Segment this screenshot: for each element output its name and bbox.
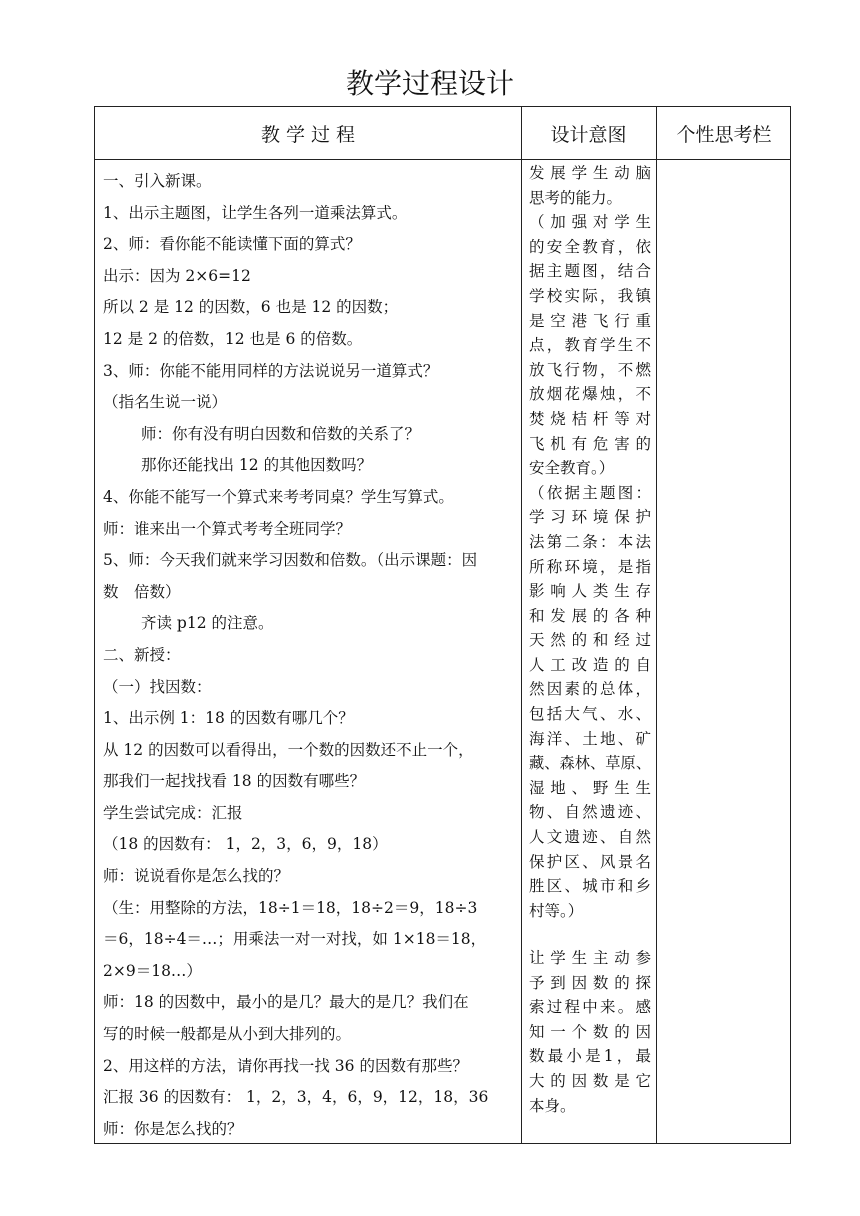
intent-line: 村等。） xyxy=(529,901,584,920)
process-line: 二、新授： xyxy=(103,645,181,664)
intent-line: 本身。 xyxy=(529,1096,576,1115)
header-intent: 设计意图 xyxy=(550,123,627,146)
header-divider xyxy=(95,159,790,160)
process-line: （18 的因数有： 1，2，3，6，9，18） xyxy=(103,835,388,854)
lesson-table xyxy=(94,106,791,1144)
intent-line: 大的因数是它 xyxy=(529,1071,651,1090)
intent-line: （加强对学生 xyxy=(529,213,651,232)
intent-line: 胜区、城市和乡 xyxy=(529,877,651,896)
intent-line: 发展学生动脑 xyxy=(529,164,651,182)
intent-line: 知一个数的因 xyxy=(529,1022,651,1041)
process-line: ＝6，18÷4＝…；用乘法一对一对找，如 1×18＝18， xyxy=(103,930,487,949)
column-divider xyxy=(521,107,522,1143)
intent-line: （依据主题图： xyxy=(529,483,651,502)
process-line: 2、师：看你能不能读懂下面的算式？ xyxy=(103,235,361,254)
process-line: 数 倍数） xyxy=(103,582,181,601)
intent-block-1 xyxy=(529,161,651,923)
intent-line: 藏、森林、草原、 xyxy=(529,754,651,773)
process-line: 所以 2 是 12 的因数，6 也是 12 的因数； xyxy=(103,298,399,317)
process-line: 2×9＝18…） xyxy=(103,961,202,980)
intent-line: 人文遗迹、自然 xyxy=(529,828,651,847)
process-line: 5、师：今天我们就来学习因数和倍数。（出示课题：因 xyxy=(103,551,478,570)
header-notes: 个性思考栏 xyxy=(676,123,772,146)
intent-line: 放烟花爆烛，不 xyxy=(529,385,651,404)
process-line: 1、出示主题图，让学生各列一道乘法算式。 xyxy=(103,203,408,222)
process-line: 从 12 的因数可以看得出，一个数的因数还不止一个， xyxy=(103,740,474,759)
process-line: 12 是 2 的倍数，12 也是 6 的倍数。 xyxy=(103,329,363,348)
process-line: 师：你是怎么找的？ xyxy=(103,1119,243,1138)
intent-line: 飞机有危害的 xyxy=(529,434,651,453)
intent-line: 安全教育。） xyxy=(529,459,615,478)
process-line: 一、引入新课。 xyxy=(103,172,212,190)
column-divider xyxy=(656,107,657,1143)
intent-line: 包括大气、水、 xyxy=(529,705,651,724)
intent-line: 据主题图，结合 xyxy=(529,262,651,281)
process-line: 4、你能不能写一个算式来考考同桌？学生写算式。 xyxy=(103,487,454,506)
process-column xyxy=(103,166,515,1145)
intent-line: 影响人类生存 xyxy=(529,582,651,601)
process-line: 2、用这样的方法，请你再找一找 36 的因数有那些？ xyxy=(103,1056,468,1075)
intent-line: 天然的和经过 xyxy=(529,631,651,650)
process-line: （生：用整除的方法，18÷1＝18，18÷2＝9，18÷3 xyxy=(103,898,478,917)
intent-line: 焚烧桔杆等对 xyxy=(529,409,651,428)
intent-line: 保护区、风景名 xyxy=(529,852,651,871)
process-line: 师：说说看你是怎么找的？ xyxy=(103,867,290,886)
intent-line: 放飞行物，不燃 xyxy=(529,360,651,379)
intent-line: 数最小是1，最 xyxy=(529,1047,651,1066)
process-line: 3、师：你能不能用同样的方法说说另一道算式？ xyxy=(103,361,439,380)
page-title: 教学过程设计 xyxy=(345,67,514,100)
intent-line: 予到因数的探 xyxy=(529,973,651,992)
process-line: 那我们一起找找看 18 的因数有哪些？ xyxy=(103,772,366,791)
process-line: 师：18 的因数中，最小的是几？最大的是几？我们在 xyxy=(103,993,469,1012)
process-line: 出示：因为 2×6=12 xyxy=(103,266,251,285)
intent-line: 思考的能力。 xyxy=(529,188,623,207)
intent-line: 法第二条：本法 xyxy=(529,532,651,551)
intent-line: 让学生主动参 xyxy=(529,949,651,967)
process-line: （指名生说一说） xyxy=(103,393,228,412)
intent-line: 点，教育学生不 xyxy=(529,336,651,355)
intent-block-2 xyxy=(529,946,651,1118)
intent-line: 人工改造的自 xyxy=(529,655,651,674)
process-line: 1、出示例 1：18 的因数有哪几个？ xyxy=(103,709,354,728)
process-line: 齐读 p12 的注意。 xyxy=(141,614,274,633)
process-line: 汇报 36 的因数有： 1，2，3，4，6，9，12，18，36 xyxy=(103,1088,489,1107)
intent-line: 学校实际，我镇 xyxy=(529,286,651,305)
header-process: 教 学 过 程 xyxy=(260,123,356,146)
intent-line: 所称环境，是指 xyxy=(529,557,651,576)
process-line: 那你还能找出 12 的其他因数吗？ xyxy=(141,456,373,475)
process-line: （一）找因数： xyxy=(103,677,212,696)
intent-line: 海洋、土地、矿 xyxy=(529,729,651,748)
intent-line: 是空港飞行重 xyxy=(529,311,651,330)
intent-line: 物、自然遗迹、 xyxy=(529,803,651,822)
intent-line: 然因素的总体， xyxy=(529,680,651,699)
process-line: 学生尝试完成：汇报 xyxy=(103,803,243,822)
process-line: 师：你有没有明白因数和倍数的关系了？ xyxy=(141,424,421,443)
intent-line: 和发展的各种 xyxy=(529,606,651,625)
intent-line: 湿地、野生生 xyxy=(529,778,651,797)
intent-line: 的安全教育，依 xyxy=(529,237,651,256)
intent-line: 索过程中来。感 xyxy=(529,998,651,1017)
process-line: 写的时候一般都是从小到大排列的。 xyxy=(103,1025,352,1044)
process-line: 师：谁来出一个算式考考全班同学？ xyxy=(103,519,352,538)
intent-line: 学习环境保护 xyxy=(529,508,651,527)
